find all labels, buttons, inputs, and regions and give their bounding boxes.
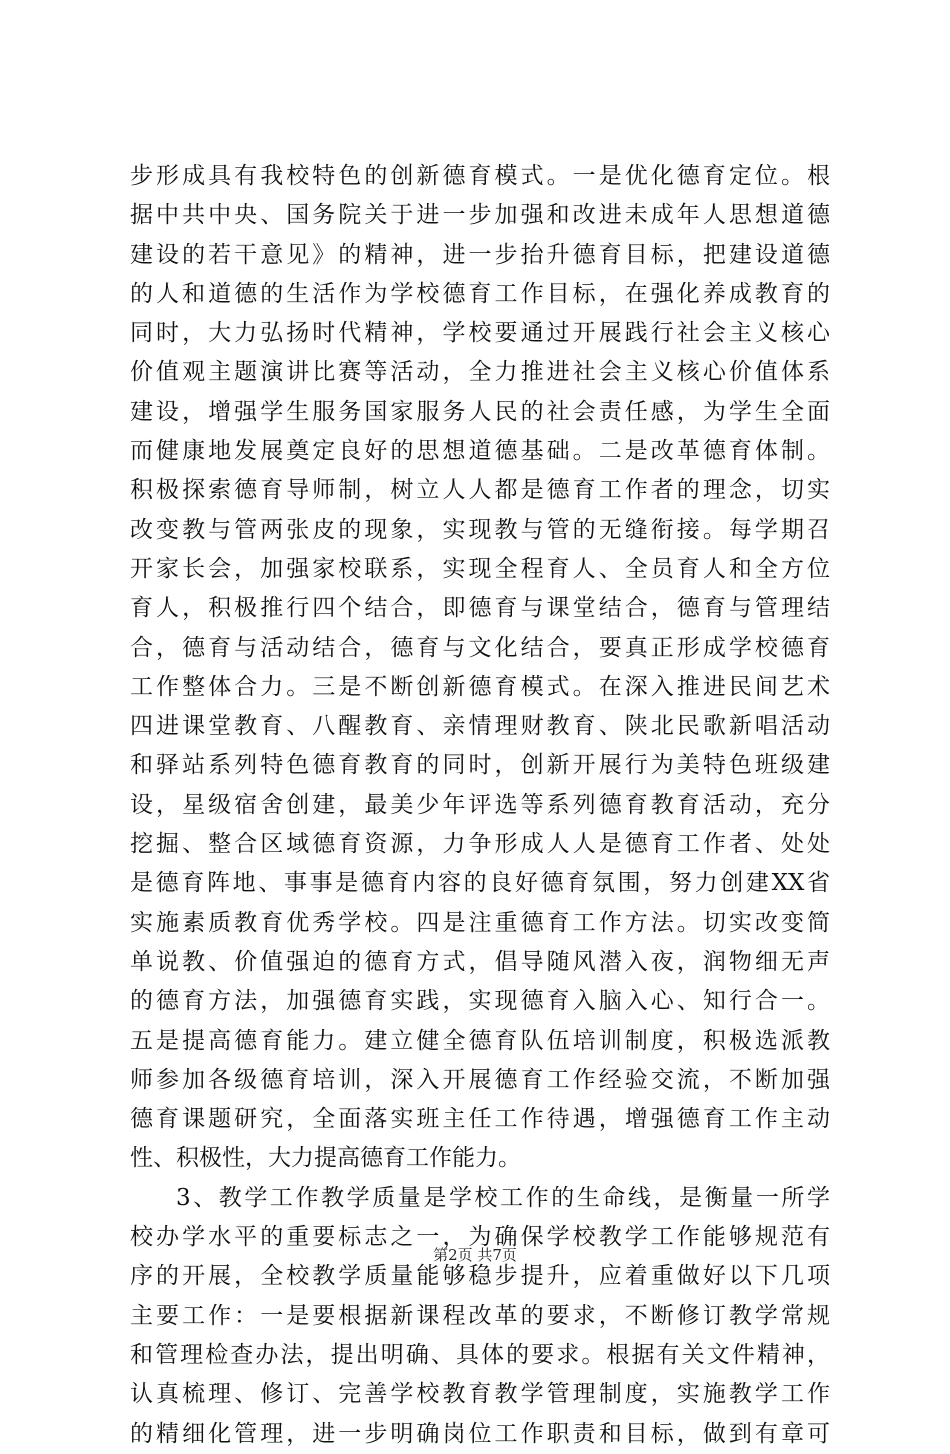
text-line: 价值观主题演讲比赛等活动，全力推进社会主义核心价值体系 — [130, 359, 830, 386]
text-line: 德育课题研究，全面落实班主任工作待遇，增强德育工作主动 — [130, 1106, 830, 1133]
text-line: 四进课堂教育、八醒教育、亲情理财教育、陕北民歌新唱活动 — [130, 713, 830, 740]
text-line: 性、积极性，大力提高德育工作能力。 — [130, 1145, 521, 1172]
text-line: 合，德育与活动结合，德育与文化结合，要真正形成学校德育 — [130, 634, 830, 661]
text-line: 校办学水平的重要标志之一，为确保学校教学工作能够规范有 — [130, 1224, 830, 1251]
text-line: 建设，增强学生服务国家服务人民的社会责任感，为学生全面 — [130, 398, 830, 425]
text-line: 五是提高德育能力。建立健全德育队伍培训制度，积极选派教 — [130, 1027, 830, 1054]
text-line: 改变教与管两张皮的现象，实现教与管的无缝衔接。每学期召 — [130, 516, 830, 543]
text-line: 和管理检查办法，提出明确、具体的要求。根据有关文件精神， — [130, 1341, 830, 1368]
text-line: 师参加各级德育培训，深入开展德育工作经验交流，不断加强 — [130, 1066, 830, 1093]
text-line: 据中共中央、国务院关于进一步加强和改进未成年人思想道德 — [130, 202, 830, 229]
text-line: 而健康地发展奠定良好的思想道德基础。二是改革德育体制。 — [130, 438, 830, 465]
page-number-footer: 第2页 共7页 — [433, 1246, 517, 1264]
text-line: 开家长会，加强家校联系，实现全程育人、全员育人和全方位 — [130, 555, 830, 582]
text-line: 实施素质教育优秀学校。四是注重德育工作方法。切实改变简 — [130, 909, 830, 936]
text-line: 序的开展，全校教学质量能够稳步提升，应着重做好以下几项 — [130, 1263, 830, 1290]
text-line: 的德育方法，加强德育实践，实现德育入脑入心、知行合一。 — [130, 988, 830, 1015]
text-line: 建设的若干意见》的精神，进一步抬升德育目标，把建设道德 — [130, 241, 830, 268]
text-line: 主要工作：一是要根据新课程改革的要求，不断修订教学常规 — [130, 1302, 830, 1329]
text-line: 工作整体合力。三是不断创新德育模式。在深入推进民间艺术 — [130, 673, 830, 700]
text-line: 设，星级宿舍创建，最美少年评选等系列德育教育活动，充分 — [130, 791, 830, 818]
text-line: 积极探索德育导师制，树立人人都是德育工作者的理念，切实 — [130, 477, 830, 504]
paragraph-start-line: 3、教学工作教学质量是学校工作的生命线，是衡量一所学 — [176, 1184, 830, 1211]
text-line: 单说教、价值强迫的德育方式，倡导随风潜入夜，润物细无声 — [130, 948, 830, 975]
text-line: 挖掘、整合区域德育资源，力争形成人人是德育工作者、处处 — [130, 831, 830, 858]
text-line: 认真梳理、修订、完善学校教育教学管理制度，实施教学工作 — [130, 1381, 830, 1408]
text-line: 同时，大力弘扬时代精神，学校要通过开展践行社会主义核心 — [130, 320, 830, 347]
text-line: 步形成具有我校特色的创新德育模式。一是优化德育定位。根 — [130, 163, 830, 189]
text-line: 育人，积极推行四个结合，即德育与课堂结合，德育与管理结 — [130, 595, 830, 622]
text-line: 的人和道德的生活作为学校德育工作目标，在强化养成教育的 — [130, 280, 830, 307]
text-line: 和驿站系列特色德育教育的同时，创新开展行为美特色班级建 — [130, 752, 830, 779]
text-line: 的精细化管理，进一步明确岗位工作职责和目标，做到有章可 — [130, 1420, 830, 1447]
text-line: 是德育阵地、事事是德育内容的良好德育氛围，努力创建XX省 — [130, 870, 830, 897]
